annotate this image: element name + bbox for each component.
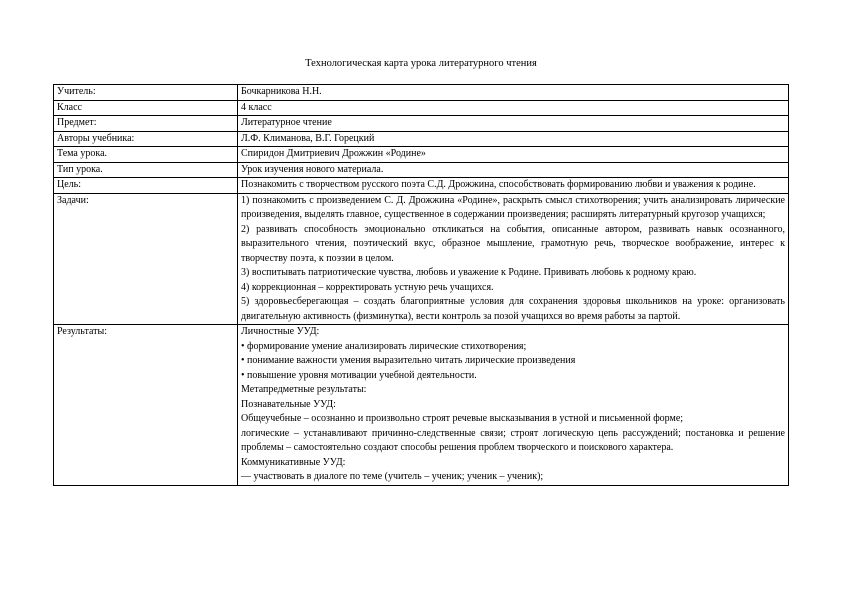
table-row: [54, 116, 789, 132]
row-label: Класс: [54, 100, 238, 116]
row-label: Учитель:: [54, 85, 238, 101]
result-line: Общеучебные – осознанно и произвольно строят речевые высказывания в устной и письменной форме;: [241, 413, 684, 424]
task-item: 1) познакомить с произведением С. Д. Дрожжина «Родине», раскрыть смысл стихотворения; учить анализировать лирические произведения, выделять главное, существенное в содержании произведения; расширять литературный кругозор учащихся;: [241, 194, 785, 220]
result-line: • формирование умение анализировать лирические стихотворения;: [241, 340, 527, 352]
table-row: [54, 178, 789, 194]
task-item: 2) развивать способность эмоционально откликаться на события, описанные автором, развивать навык осознанного, выразительного чтения, поэтический вкус, образное мышление, грамотную речь, творческое воображение, интерес к творчеству поэта, к поэзии в целом.: [241, 223, 785, 264]
task-item: 5) здоровьесберегающая – создать благоприятные условия для сохранения здоровья школьников на уроке: организовать двигательную активность (физминутка), вести контроль за позой учащихся во время работы за партой.: [241, 296, 785, 322]
result-line: Метапредметные результаты:: [241, 384, 367, 395]
row-label: Тема урока.: [54, 147, 238, 163]
row-label: Предмет:: [54, 116, 238, 132]
table-row: [54, 100, 789, 116]
row-value: Спиридон Дмитриевич Дрожжин «Родине»: [238, 147, 789, 163]
lesson-card-table: [53, 84, 789, 486]
result-line: Личностные УУД:: [241, 326, 320, 337]
row-label: Цель:: [54, 178, 238, 194]
result-line: — участвовать в диалоге по теме (учитель – ученик; ученик – ученик);: [241, 471, 544, 482]
result-line: Познавательные УУД:: [241, 398, 336, 410]
results-row: [54, 325, 789, 486]
row-label: Авторы учебника:: [54, 131, 238, 147]
tasks-row: [54, 193, 789, 325]
row-value: Урок изучения нового материала.: [238, 162, 789, 178]
row-label: Тип урока.: [54, 162, 238, 178]
table-row: [54, 162, 789, 178]
row-value: Л.Ф. Климанова, В.Г. Горецкий: [238, 131, 789, 147]
result-line: логические – устанавливают причинно-следственные связи; строят логическую цепь рассуждений; постановка и решение проблемы – самостоятельно создают способы решения проблем творческого и поискового характера.: [241, 427, 785, 453]
task-item: 3) воспитывать патриотические чувства, любовь и уважение к Родине. Прививать любовь к родному краю.: [241, 267, 697, 278]
table-row: [54, 131, 789, 147]
results-list: [238, 325, 789, 486]
page-bottom-margin: [0, 552, 842, 595]
table-row: [54, 85, 789, 101]
row-value: Литературное чтение: [238, 116, 789, 132]
table-row: [54, 147, 789, 163]
task-item: 4) коррекционная – корректировать устную речь учащихся.: [241, 281, 494, 293]
tasks-list: [238, 193, 789, 325]
tasks-label: Задачи:: [54, 193, 238, 325]
result-line: Коммуникативные УУД:: [241, 456, 346, 468]
row-value: 4 класс: [238, 100, 789, 116]
row-value: Бочкарникова Н.Н.: [238, 85, 789, 101]
result-line: • понимание важности умения выразительно читать лирические произведения: [241, 355, 576, 366]
result-line: • повышение уровня мотивации учебной деятельности.: [241, 369, 477, 381]
results-label: Результаты:: [54, 325, 238, 486]
page-title: Технологическая карта урока литературного чтения: [305, 58, 537, 69]
row-value: Познакомить с творчеством русского поэта С.Д. Дрожжина, способствовать формированию любви и уважения к родине.: [238, 178, 789, 194]
